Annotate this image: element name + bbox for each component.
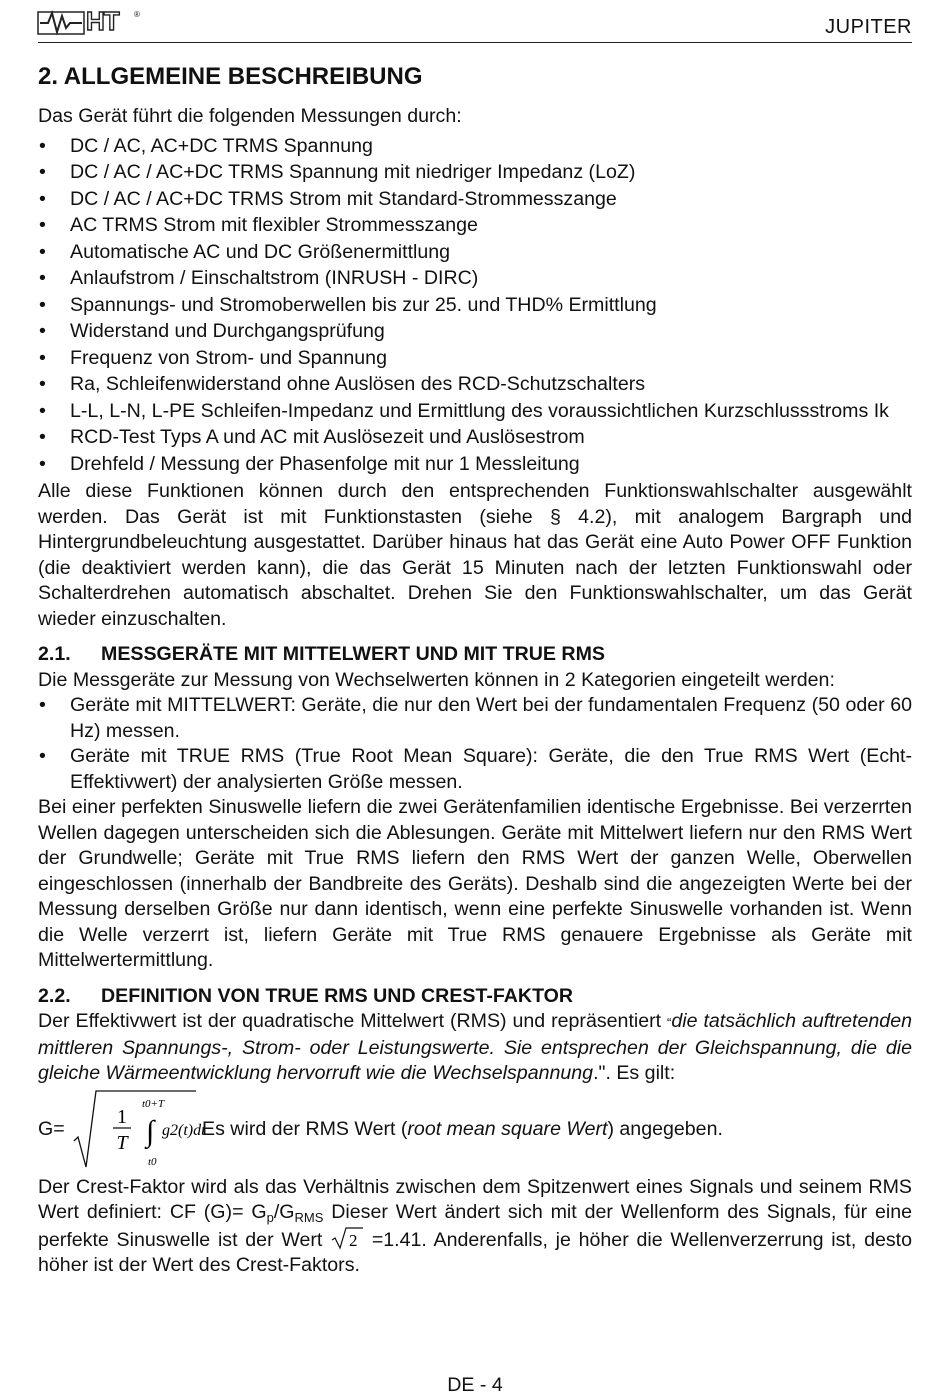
text-run: =1.41. Anderenfalls, je höher die Wellenverzerrung ist, desto höher ist der Wert des Crest-Faktors. (38, 1228, 912, 1276)
text-run: /G (273, 1201, 295, 1223)
device-category-list (38, 693, 912, 795)
page-header (38, 8, 912, 43)
page-number: DE - 4 (447, 1374, 503, 1396)
sqrt-value: 2 (349, 1230, 358, 1250)
text-run: Dieser Wert ändert sich mit der Wellenform des Signals, für eine perfekte Sinuswelle ist der Wert (38, 1201, 912, 1251)
text-run: .". Es gilt: (593, 1062, 676, 1084)
formula-fraction-numerator: 1 (117, 1105, 127, 1128)
subsection-heading: MESSGERÄTE MIT MITTELWERT UND MIT TRUE RMS (101, 643, 605, 665)
section-paragraph: Alle diese Funktionen können durch den entsprechenden Funktionswahlschalter ausgewählt werden. Das Gerät ist mit Funktionstasten (siehe § 4.2), mit analogem Bargraph und Hintergrundbeleuchtung ausgestattet. Darüber hinaus hat das Gerät eine Auto Power OFF Funktion (die deaktiviert werden kann), die das Gerät 15 Minuten nach der letzten Funktionswahl oder Schalterdrehen automatisch abschaltet. Drehen Sie den Funktionswahlschalter, um das Gerät wieder einzuschalten. (38, 480, 912, 630)
subsection-2-2-title (38, 984, 912, 1010)
section-title: 2. ALLGEMEINE BESCHREIBUNG (38, 63, 423, 90)
list-item: • L-L, L-N, L-PE Schleifen-Impedanz und Ermittlung des voraussichtlichen Kurzschlussstroms Ik (38, 399, 912, 425)
integral-sign-icon: ∫ (146, 1114, 155, 1148)
list-item: • Spannungs- und Stromoberwellen bis zur 25. und THD% Ermittlung (38, 293, 912, 319)
logo-registered-mark: ® (134, 10, 140, 19)
list-item: • Anlaufstrom / Einschaltstrom (INRUSH - DIRC) (38, 266, 912, 292)
formula-description (202, 1117, 723, 1143)
rms-formula (38, 1089, 912, 1173)
formula-lower-limit: t0 (148, 1155, 157, 1168)
text-run: Es wird der RMS Wert ( (202, 1117, 408, 1140)
subsection-2-1-title (38, 642, 912, 668)
list-item: • RCD-Test Typs A und AC mit Auslösezeit und Auslösestrom (38, 425, 912, 451)
measurement-list (38, 134, 912, 478)
list-item: • Automatische AC und DC Größenermittlung (38, 240, 912, 266)
subscript-rms: RMS (294, 1210, 324, 1225)
section-intro: Das Gerät führt die folgenden Messungen durch: (38, 105, 462, 127)
formula-fraction-denominator: T (116, 1131, 128, 1154)
italic-term: root mean square Wert (407, 1117, 608, 1140)
quote-mark: “ (667, 1015, 672, 1030)
subsection-heading: DEFINITION VON TRUE RMS UND CREST-FAKTOR (101, 984, 574, 1007)
list-item: • Drehfeld / Messung der Phasenfolge mit nur 1 Messleitung (38, 452, 912, 478)
formula-upper-limit: t0+T (142, 1097, 165, 1110)
list-item: • Geräte mit MITTELWERT: Geräte, die nur den Wert bei der fundamentalen Frequenz (50 oder 60 Hz) messen. (38, 693, 912, 744)
page-content (38, 58, 912, 1279)
subsection-number: 2.2. (38, 984, 71, 1007)
list-item: • DC / AC, AC+DC TRMS Spannung (38, 134, 912, 160)
italic-quote: die tatsächlich auftretenden mittleren Spannungs-, Strom- oder Leistungswerte. Sie entsprechen der Gleichspannung, die die gleiche Wärmeentwicklung hervorruft wie die Wechselspannung (38, 1010, 912, 1084)
model-name: JUPITER (825, 16, 912, 38)
list-item: • Frequenz von Strom- und Spannung (38, 346, 912, 372)
list-item: • Geräte mit TRUE RMS (True Root Mean Square): Geräte, die den True RMS Wert (Echt-Effektivwert) der analysierten Größe messen. (38, 744, 912, 795)
logo-text: HT (86, 6, 119, 36)
crest-factor-paragraph (38, 1175, 912, 1279)
subsection-2-1-intro: Die Messgeräte zur Messung von Wechselwerten können in 2 Kategorien eingeteilt werden: (38, 668, 835, 691)
subsection-number: 2.1. (38, 643, 71, 665)
subscript-p: p (266, 1210, 274, 1225)
list-item: • DC / AC / AC+DC TRMS Spannung mit niedriger Impedanz (LoZ) (38, 160, 912, 186)
rms-integral-formula (72, 1089, 206, 1173)
list-item: • AC TRMS Strom mit flexibler Strommesszange (38, 213, 912, 239)
formula-integrand: g2(t)dt (162, 1121, 206, 1139)
subsection-2-1-paragraph: Bei einer perfekten Sinuswelle liefern die zwei Gerätenfamilien identische Ergebnisse. Bei verzerrten Wellen dagegen unterscheiden sich die Ablesungen. Geräte mit Mittelwert liefern nur den RMS Wert der Grundwelle; Geräte mit True RMS liefern den RMS Wert der ganzen Welle, Oberwellen eingeschlossen (innerhalb der Bandbreite des Geräts). Deshalb sind die angezeigten Werte bei der Messung derselben Größe nur dann identisch, wenn eine perfekte Sinuswelle vorhanden ist. Wenn die Welle verzerrt ist, liefern Geräte mit True RMS genauere Ergebnisse als Geräte mit Mittelwertermittlung. (38, 796, 912, 971)
formula-prefix: G= (38, 1117, 65, 1140)
square-root-icon (330, 1226, 364, 1250)
list-item: • Widerstand und Durchgangsprüfung (38, 319, 912, 345)
text-run: Der Crest-Faktor wird als das Verhältnis zwischen dem Spitzenwert eines Signals und seinem RMS Wert definiert: CF (G)= G (38, 1175, 912, 1223)
rms-definition-paragraph (38, 1009, 912, 1087)
list-item: • DC / AC / AC+DC TRMS Strom mit Standard-Strommesszange (38, 187, 912, 213)
text-run: ) angegeben. (607, 1117, 723, 1140)
list-item: • Ra, Schleifenwiderstand ohne Auslösen des RCD-Schutzschalters (38, 372, 912, 398)
text-run: Der Effektivwert ist der quadratische Mittelwert (RMS) und repräsentiert (38, 1010, 668, 1032)
